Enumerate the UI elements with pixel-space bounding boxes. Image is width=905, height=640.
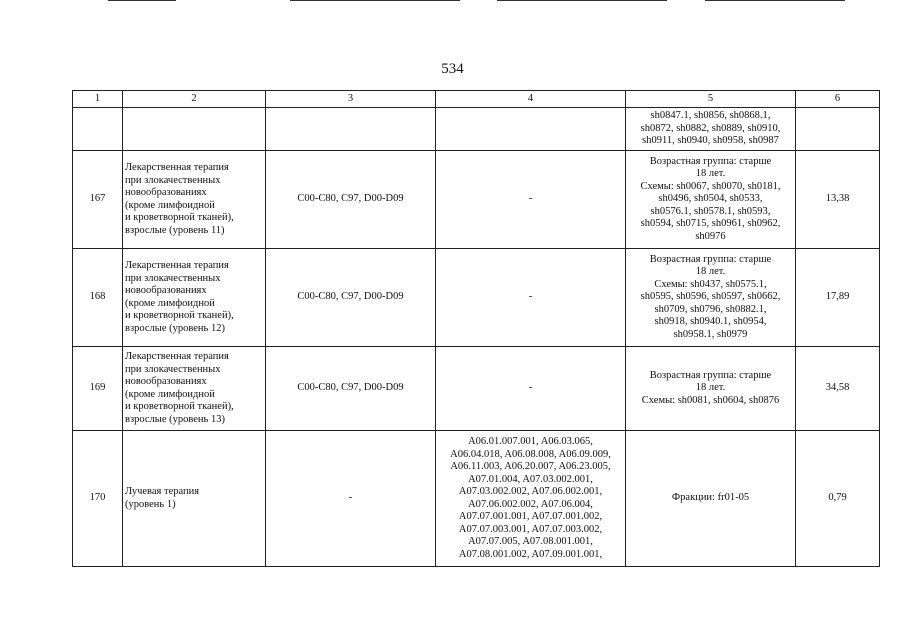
diagnosis-codes: C00-C80, C97, D00-D09 (266, 347, 436, 431)
service-codes-line: A07.07.005, A07.08.001.001, (468, 536, 593, 547)
group-name (123, 151, 266, 249)
group-name (123, 108, 266, 151)
group-name-line: и кроветворной тканей), (125, 212, 234, 223)
other-criteria-line: Схемы: sh0067, sh0070, sh0181, (640, 180, 781, 192)
column-number: 2 (123, 91, 266, 108)
other-criteria-line: sh0576.1, sh0578.1, sh0593, (650, 205, 771, 217)
other-criteria-line: sh0594, sh0715, sh0961, sh0962, (640, 218, 781, 230)
group-name-line: при злокачественных (125, 174, 221, 186)
other-criteria (626, 347, 796, 431)
other-criteria-line: sh0709, sh0796, sh0882.1, (654, 303, 767, 315)
group-name-line: Лекарственная терапия (125, 260, 229, 271)
group-name-line: и кроветворной тканей), (125, 401, 234, 412)
other-criteria-line: sh0595, sh0596, sh0597, sh0662, (640, 291, 781, 303)
group-name-line: новообразованиях (125, 187, 207, 198)
service-codes (436, 108, 626, 151)
group-name-line: при злокачественных (125, 363, 221, 375)
group-name (123, 347, 266, 431)
column-number: 1 (73, 91, 123, 108)
other-criteria-line: sh0976 (695, 230, 726, 242)
group-name-line: новообразованиях (125, 285, 207, 296)
service-codes-line: A06.01.007.001, A06.03.065, (468, 436, 593, 447)
group-name (123, 249, 266, 347)
other-criteria-line: 18 лет. (695, 382, 726, 394)
page-number: 534 (441, 61, 464, 77)
service-codes (436, 431, 626, 567)
row-number: 169 (73, 347, 123, 431)
service-codes-line: A07.03.002.002, A07.06.002.001, (458, 486, 603, 497)
service-codes-line: A06.04.018, A06.08.008, A06.09.009, (450, 448, 611, 460)
other-criteria-line: 18 лет. (695, 168, 726, 180)
diagnosis-codes: C00-C80, C97, D00-D09 (266, 151, 436, 249)
table-row (73, 347, 880, 431)
top-rule (497, 0, 667, 1)
other-criteria-line: sh0847.1, sh0856, sh0868.1, (650, 110, 771, 122)
diagnosis-codes (266, 108, 436, 151)
group-name-line: Лекарственная терапия (125, 351, 229, 362)
service-codes-line: A07.01.004, A07.03.002.001, (468, 473, 593, 485)
other-criteria (626, 431, 796, 567)
group-name-line: при злокачественных (125, 272, 221, 284)
service-codes-line: - (528, 291, 533, 303)
row-number (73, 108, 123, 151)
other-criteria-line: 18 лет. (695, 266, 726, 278)
other-criteria-line: sh0918, sh0940.1, sh0954, (654, 316, 767, 328)
tariff-table (72, 90, 880, 567)
group-name-line: взрослые (уровень 11) (125, 224, 225, 236)
coefficient: 17,89 (796, 249, 880, 347)
coefficient: 34,58 (796, 347, 880, 431)
group-name-line: (кроме лимфоидной (125, 388, 215, 400)
coefficient: 13,38 (796, 151, 880, 249)
group-name-line: и кроветворной тканей), (125, 310, 234, 321)
other-criteria (626, 151, 796, 249)
group-name-line: взрослые (уровень 13) (125, 413, 225, 425)
other-criteria-line: sh0958.1, sh0979 (673, 328, 748, 340)
group-name-line: (кроме лимфоидной (125, 297, 215, 309)
service-codes-line: A07.08.001.002, A07.09.001.001, (458, 548, 603, 560)
diagnosis-codes: C00-C80, C97, D00-D09 (266, 249, 436, 347)
table-row (73, 108, 880, 151)
top-rule (108, 0, 176, 1)
group-name-line: взрослые (уровень 12) (125, 322, 225, 334)
service-codes-line: A07.06.002.002, A07.06.004, (468, 498, 593, 510)
service-codes-line: A07.07.001.001, A07.07.001.002, (458, 511, 603, 522)
table-row (73, 151, 880, 249)
top-rule (705, 0, 845, 1)
group-name-line: (кроме лимфоидной (125, 199, 215, 211)
row-number: 168 (73, 249, 123, 347)
other-criteria-line: sh0496, sh0504, sh0533, (658, 193, 763, 205)
service-codes (436, 249, 626, 347)
service-codes-line: A06.11.003, A06.20.007, A06.23.005, (450, 461, 611, 472)
column-number: 4 (436, 91, 626, 108)
group-name (123, 431, 266, 567)
other-criteria-line: Фракции: fr01-05 (671, 492, 750, 504)
other-criteria-line: Схемы: sh0081, sh0604, sh0876 (641, 394, 780, 406)
column-number-row (73, 91, 880, 108)
service-codes (436, 151, 626, 249)
service-codes-line: A07.07.003.001, A07.07.003.002, (458, 523, 603, 535)
diagnosis-codes: - (266, 431, 436, 567)
other-criteria (626, 108, 796, 151)
column-number: 5 (626, 91, 796, 108)
column-number: 3 (266, 91, 436, 108)
other-criteria-line: Возрастная группа: старше (649, 369, 772, 381)
other-criteria-line: Схемы: sh0437, sh0575.1, (654, 278, 767, 290)
row-number: 167 (73, 151, 123, 249)
group-name-line: новообразованиях (125, 376, 207, 387)
service-codes (436, 347, 626, 431)
other-criteria-line: sh0911, sh0940, sh0958, sh0987 (642, 135, 779, 147)
other-criteria-line: Возрастная группа: старше (649, 155, 772, 167)
column-number: 6 (796, 91, 880, 108)
row-number: 170 (73, 431, 123, 567)
top-rule (290, 0, 460, 1)
service-codes-line: - (528, 193, 533, 205)
service-codes-line: - (528, 382, 533, 394)
coefficient (796, 108, 880, 151)
coefficient: 0,79 (796, 431, 880, 567)
group-name-line: Лекарственная терапия (125, 162, 229, 173)
group-name-line: Лучевая терапия (125, 486, 200, 497)
table-row (73, 431, 880, 567)
group-name-line: (уровень 1) (125, 498, 176, 510)
table-row (73, 249, 880, 347)
other-criteria-line: sh0872, sh0882, sh0889, sh0910, (640, 122, 781, 134)
other-criteria (626, 249, 796, 347)
other-criteria-line: Возрастная группа: старше (649, 253, 772, 265)
